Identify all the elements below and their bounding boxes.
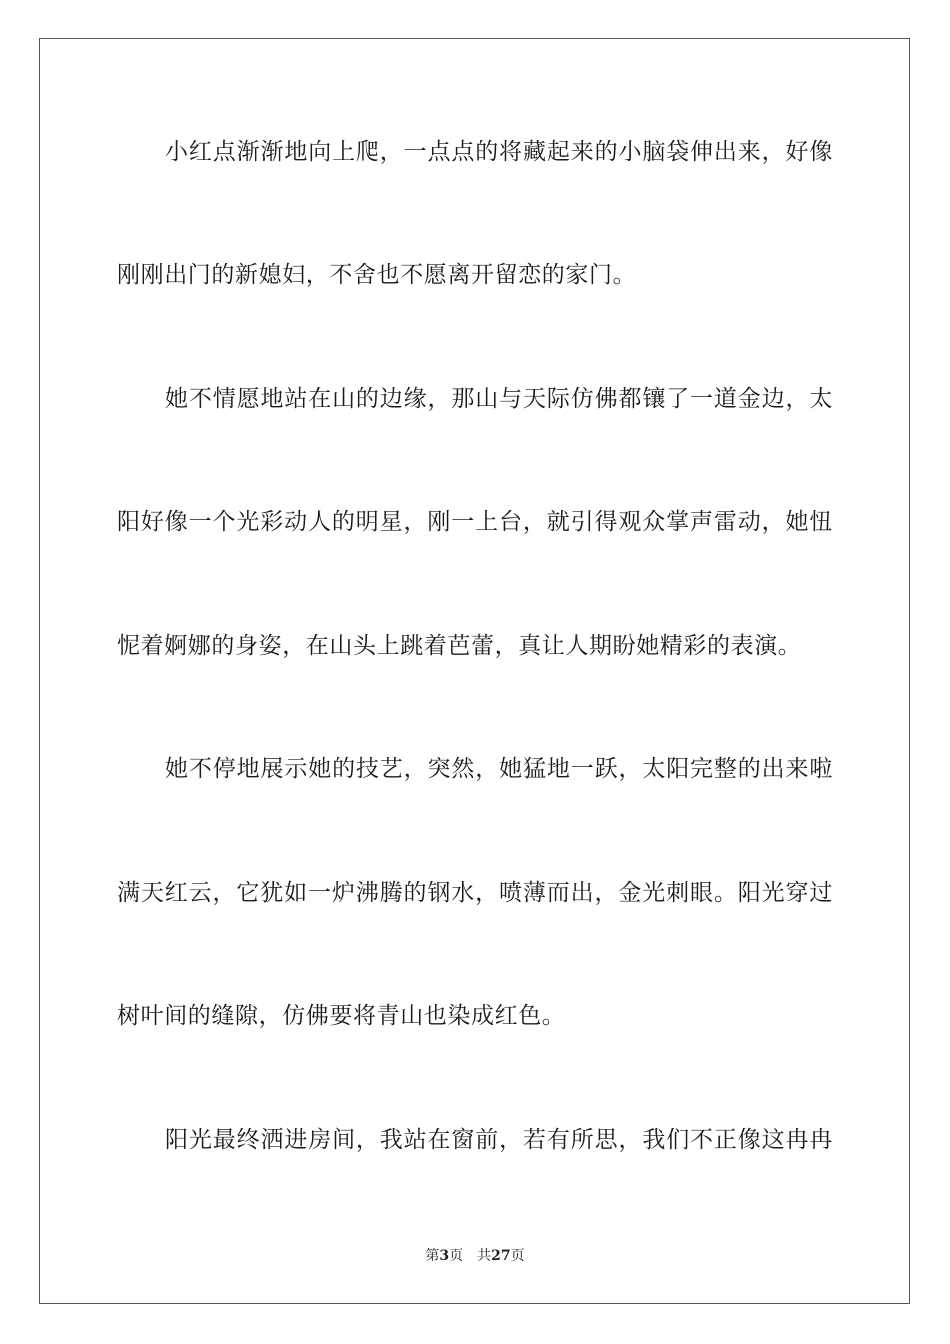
paragraph-line: 怩着婀娜的身姿，在山头上跳着芭蕾，真让人期盼她精彩的表演。 bbox=[117, 633, 802, 659]
paragraph-line: 树叶间的缝隙，仿佛要将青山也染成红色。 bbox=[117, 1003, 566, 1029]
paragraph-line: 她不情愿地站在山的边缘，那山与天际仿佛都镶了一道金边，太 bbox=[165, 386, 833, 412]
page-border bbox=[39, 38, 910, 1304]
paragraph-line: 满天红云，它犹如一炉沸腾的钢水，喷薄而出，金光刺眼。阳光穿过 bbox=[117, 880, 833, 906]
total-indicator bbox=[477, 1248, 524, 1264]
paragraph-line: 她不停地展示她的技艺，突然，她猛地一跃，太阳完整的出来啦 bbox=[165, 756, 833, 782]
paragraph-line: 刚刚出门的新媳妇，不舍也不愿离开留恋的家门。 bbox=[117, 262, 637, 288]
total-suffix: 页 bbox=[510, 1248, 525, 1264]
page-prefix: 第 bbox=[425, 1248, 440, 1264]
total-prefix: 共 bbox=[477, 1248, 492, 1264]
paragraph-line: 阳光最终洒进房间，我站在窗前，若有所思，我们不正像这冉冉 bbox=[165, 1127, 833, 1153]
total-pages: 27 bbox=[491, 1248, 511, 1264]
paragraph-line: 阳好像一个光彩动人的明星，刚一上台，就引得观众掌声雷动，她忸 bbox=[117, 509, 833, 535]
page-indicator bbox=[425, 1248, 463, 1264]
page-number: 3 bbox=[439, 1248, 450, 1264]
page-suffix: 页 bbox=[449, 1248, 464, 1264]
page-footer bbox=[0, 1247, 950, 1265]
paragraph-line: 小红点渐渐地向上爬，一点点的将藏起来的小脑袋伸出来，好像 bbox=[165, 139, 833, 165]
